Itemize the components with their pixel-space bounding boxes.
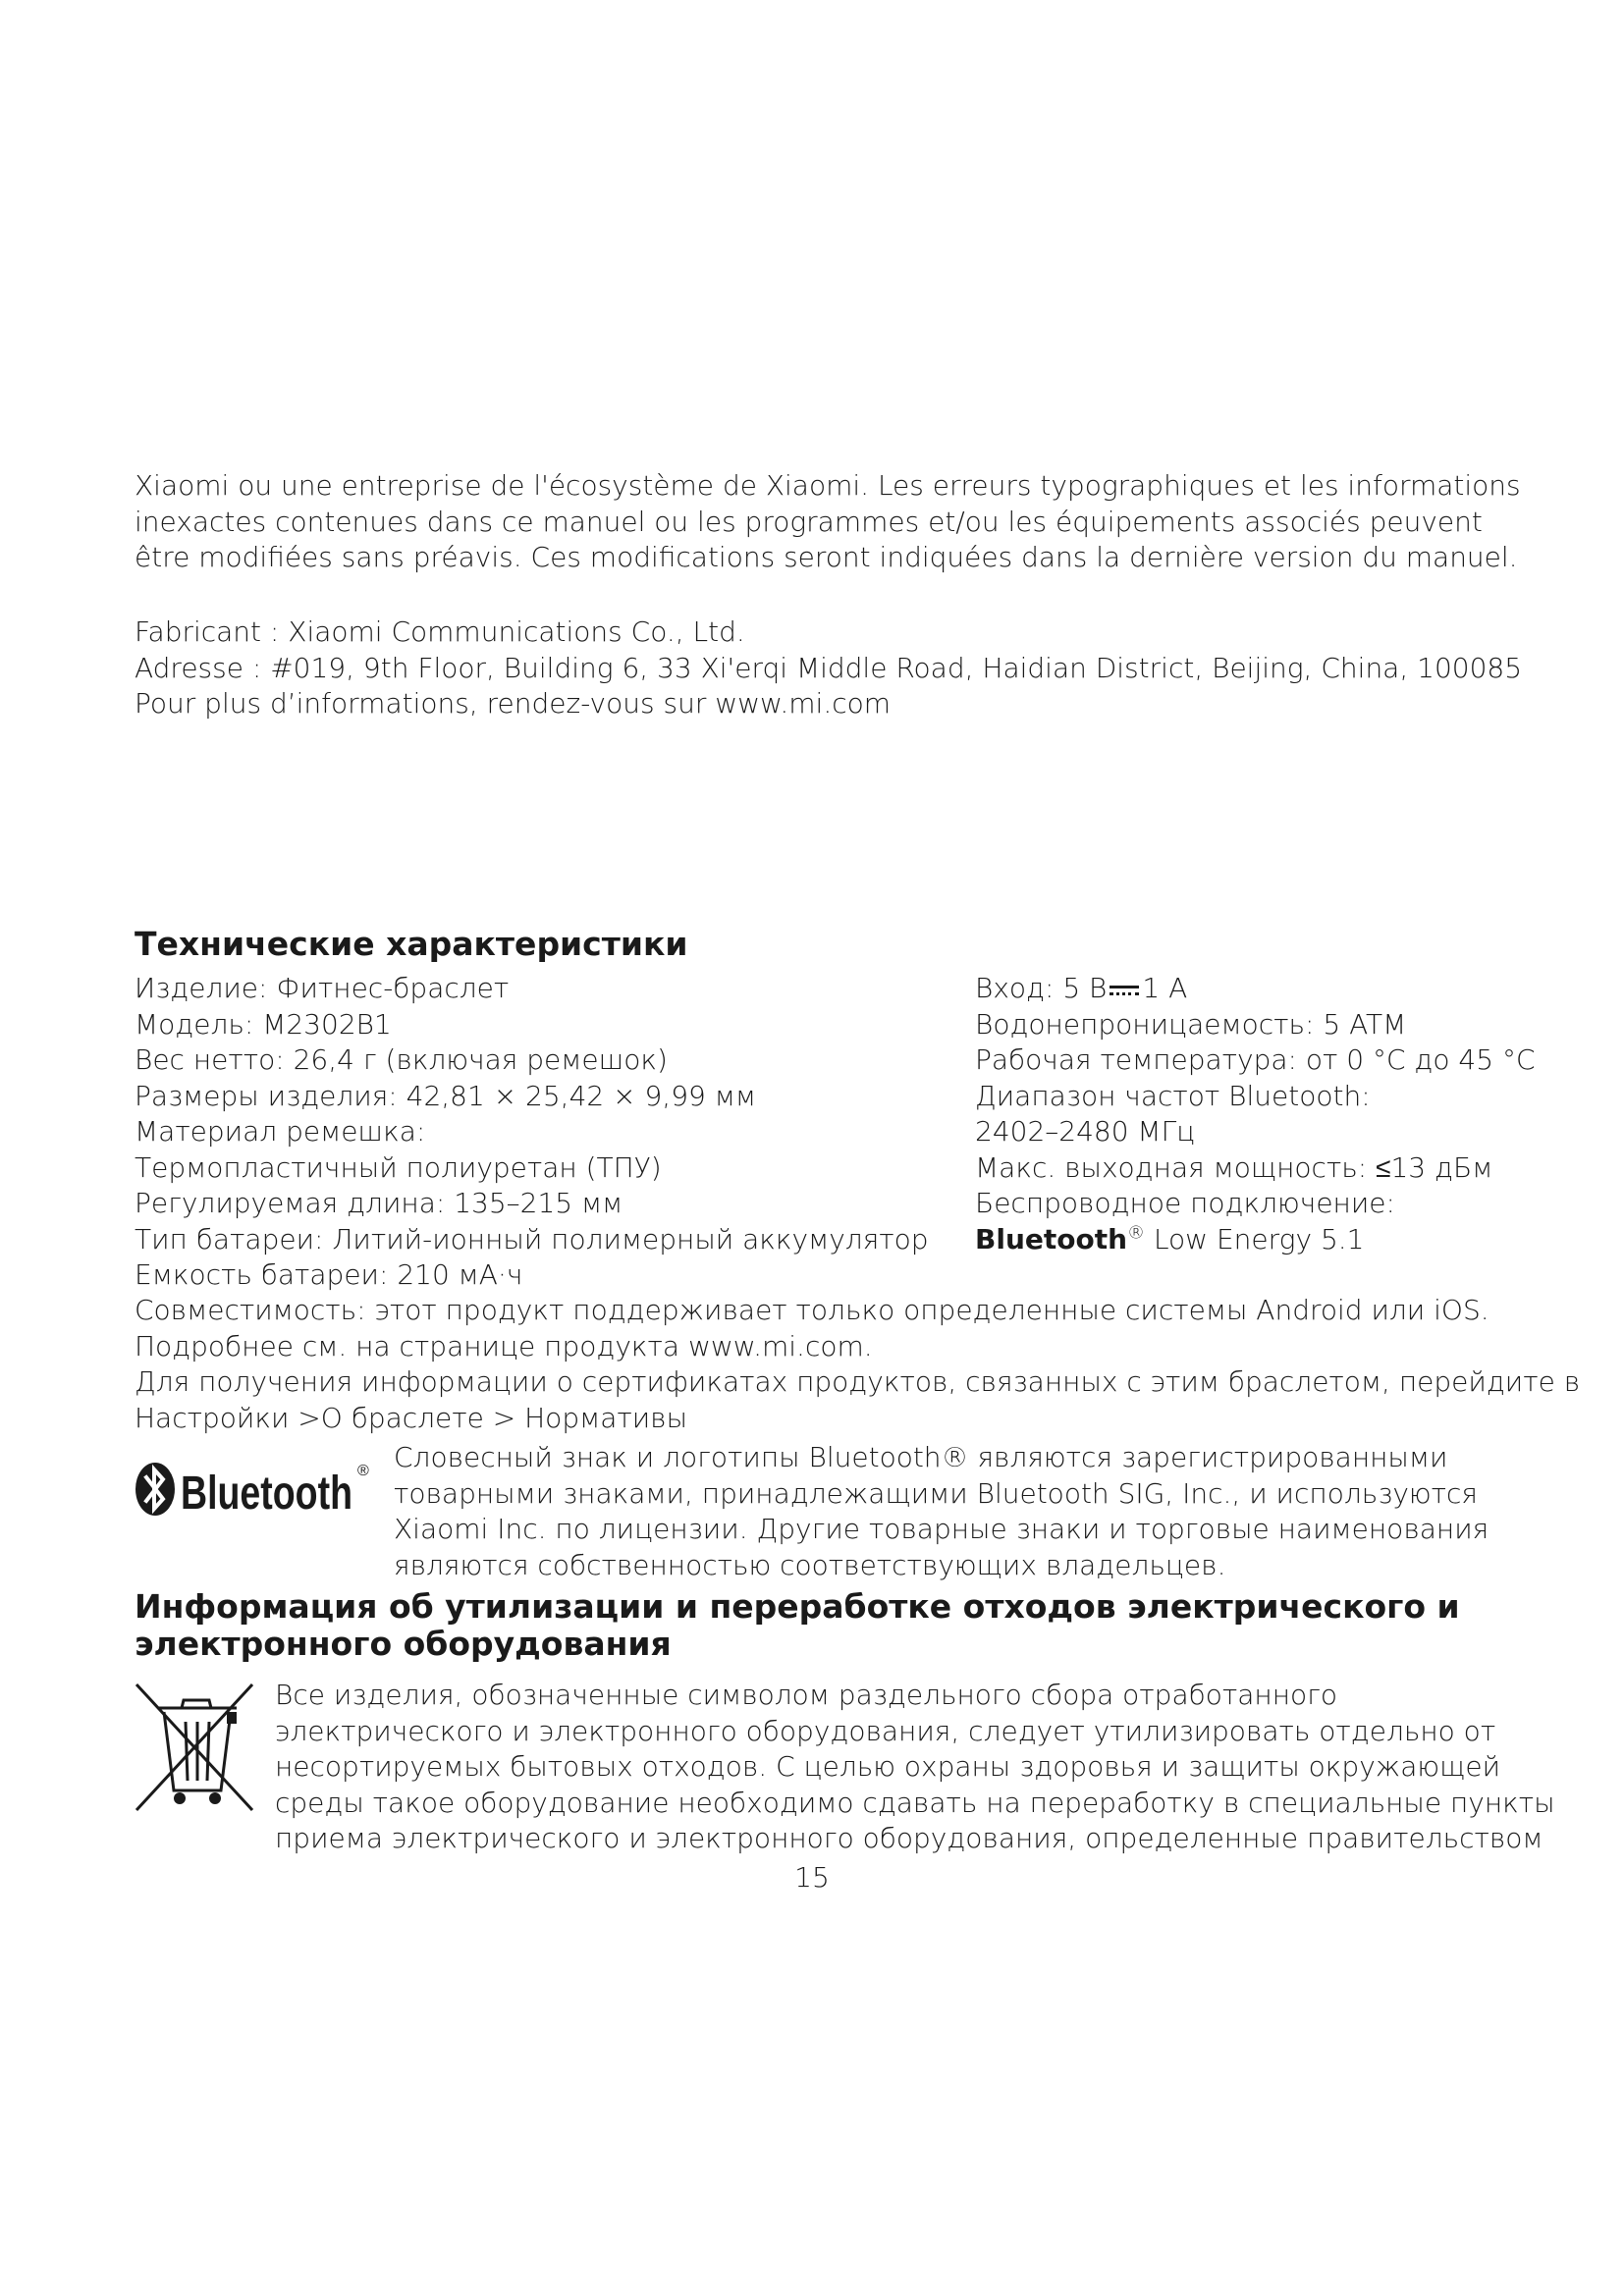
- text-line: являются собственностью соответствующих владельцев.: [394, 1548, 1226, 1581]
- spec-line: Водонепроницаемость: 5 ATM: [975, 1007, 1407, 1041]
- crossed-out-bin-icon: [131, 1679, 258, 1816]
- text-line: Все изделия, обозначенные символом раздельного сбора отработанного: [275, 1679, 1338, 1711]
- spec-wireless-line: [975, 1222, 1536, 1258]
- spec-line: Модель: M2302B1: [135, 1007, 392, 1041]
- specs-left-column: [135, 971, 929, 1294]
- weee-title: [135, 1588, 1460, 1663]
- spec-line: Рабочая температура: от 0 °C до 45 °C: [975, 1043, 1536, 1076]
- spec-line: Термопластичный полиуретан (ТПУ): [135, 1150, 662, 1184]
- bluetooth-trademark-notice: [394, 1440, 1489, 1583]
- bluetooth-logo-icon: [132, 1456, 377, 1519]
- bluetooth-logo-text: Bluetooth: [181, 1468, 352, 1519]
- compatibility-paragraph: [135, 1293, 1580, 1436]
- website-line: Pour plus d’informations, rendez-vous sur www.mi.com: [135, 687, 892, 720]
- text-line: товарными знаками, принадлежащими Bluetooth SIG, Inc., и используются: [394, 1476, 1479, 1510]
- page-number: 15: [794, 1861, 830, 1894]
- text-line: Совместимость: этот продукт поддерживает только определенные системы Android или iOS.: [135, 1294, 1489, 1326]
- manufacturer-info: [135, 614, 1522, 722]
- text-line: Xiaomi Inc. по лицензии. Другие товарные знаки и торговые наименования: [394, 1513, 1489, 1545]
- dc-current-icon: [1110, 983, 1139, 996]
- spec-line: Регулируемая длина: 135–215 мм: [135, 1187, 623, 1219]
- text-line: Подробнее см. на странице продукта www.mi.com.: [135, 1329, 873, 1362]
- specs-title: Технические характеристики: [135, 925, 688, 963]
- weee-text: [275, 1678, 1555, 1857]
- specs-right-column: [975, 971, 1536, 1257]
- spec-line: Тип батареи: Литий-ионный полимерный аккумулятор: [135, 1222, 929, 1255]
- wireless-version: Low Energy 5.1: [1145, 1222, 1365, 1255]
- spec-line: Вес нетто: 26,4 г (включая ремешок): [135, 1043, 668, 1076]
- spec-line: Макс. выходная мощность: ≤13 дБм: [975, 1150, 1493, 1184]
- text-line: электрического и электронного оборудования, следует утилизировать отдельно от: [275, 1714, 1496, 1747]
- text-line: несортируемых бытовых отходов. С целью охраны здоровья и защиты окружающей: [275, 1750, 1501, 1783]
- weee-title-line: Информация об утилизации и переработке отходов электрического и: [135, 1587, 1460, 1626]
- input-suffix: 1 А: [1142, 972, 1188, 1004]
- text-line: Xiaomi ou une entreprise de l'écosystème de Xiaomi. Les erreurs typographiques et les informations: [135, 469, 1521, 502]
- spec-line: Изделие: Фитнес-браслет: [135, 972, 510, 1004]
- manufacturer-line: Fabricant : Xiaomi Communications Co., Ltd.: [135, 615, 745, 648]
- spec-line: Размеры изделия: 42,81 × 25,42 × 9,99 мм: [135, 1079, 756, 1112]
- spec-line: 2402–2480 МГц: [975, 1115, 1196, 1148]
- spec-line: Емкость батареи: 210 мА·ч: [135, 1258, 523, 1291]
- text-line: inexactes contenues dans ce manuel ou les programmes et/ou les équipements associés peuvent: [135, 505, 1483, 538]
- bluetooth-logo-reg: ®: [357, 1463, 369, 1479]
- input-prefix: Вход: 5 В: [975, 972, 1108, 1004]
- weee-title-line: электронного оборудования: [135, 1625, 672, 1663]
- text-line: приема электрического и электронного оборудования, определенные правительством: [275, 1822, 1543, 1854]
- registered-mark: ®: [1127, 1222, 1146, 1244]
- spec-line: Диапазон частот Bluetooth:: [975, 1079, 1371, 1112]
- text-line: Настройки >О браслете > Нормативы: [135, 1401, 688, 1434]
- spec-input-line: [975, 971, 1536, 1007]
- address-line: Adresse : #019, 9th Floor, Building 6, 33 Xi'erqi Middle Road, Haidian District, Beijing, China, 100085: [135, 651, 1523, 684]
- spec-line: Беспроводное подключение:: [975, 1187, 1395, 1219]
- text-line: Для получения информации о сертификатах продуктов, связанных с этим браслетом, перейдите в: [135, 1365, 1581, 1398]
- french-disclaimer-paragraph: [135, 468, 1521, 576]
- text-line: être modifiées sans préavis. Ces modifications seront indiquées dans la dernière version du manuel.: [135, 541, 1518, 573]
- spec-line: Материал ремешка:: [135, 1115, 426, 1148]
- text-line: Словесный знак и логотипы Bluetooth® являются зарегистрированными: [394, 1441, 1448, 1473]
- text-line: среды такое оборудование необходимо сдавать на переработку в специальные пункты: [275, 1786, 1555, 1819]
- bluetooth-wordmark: Bluetooth: [975, 1222, 1128, 1255]
